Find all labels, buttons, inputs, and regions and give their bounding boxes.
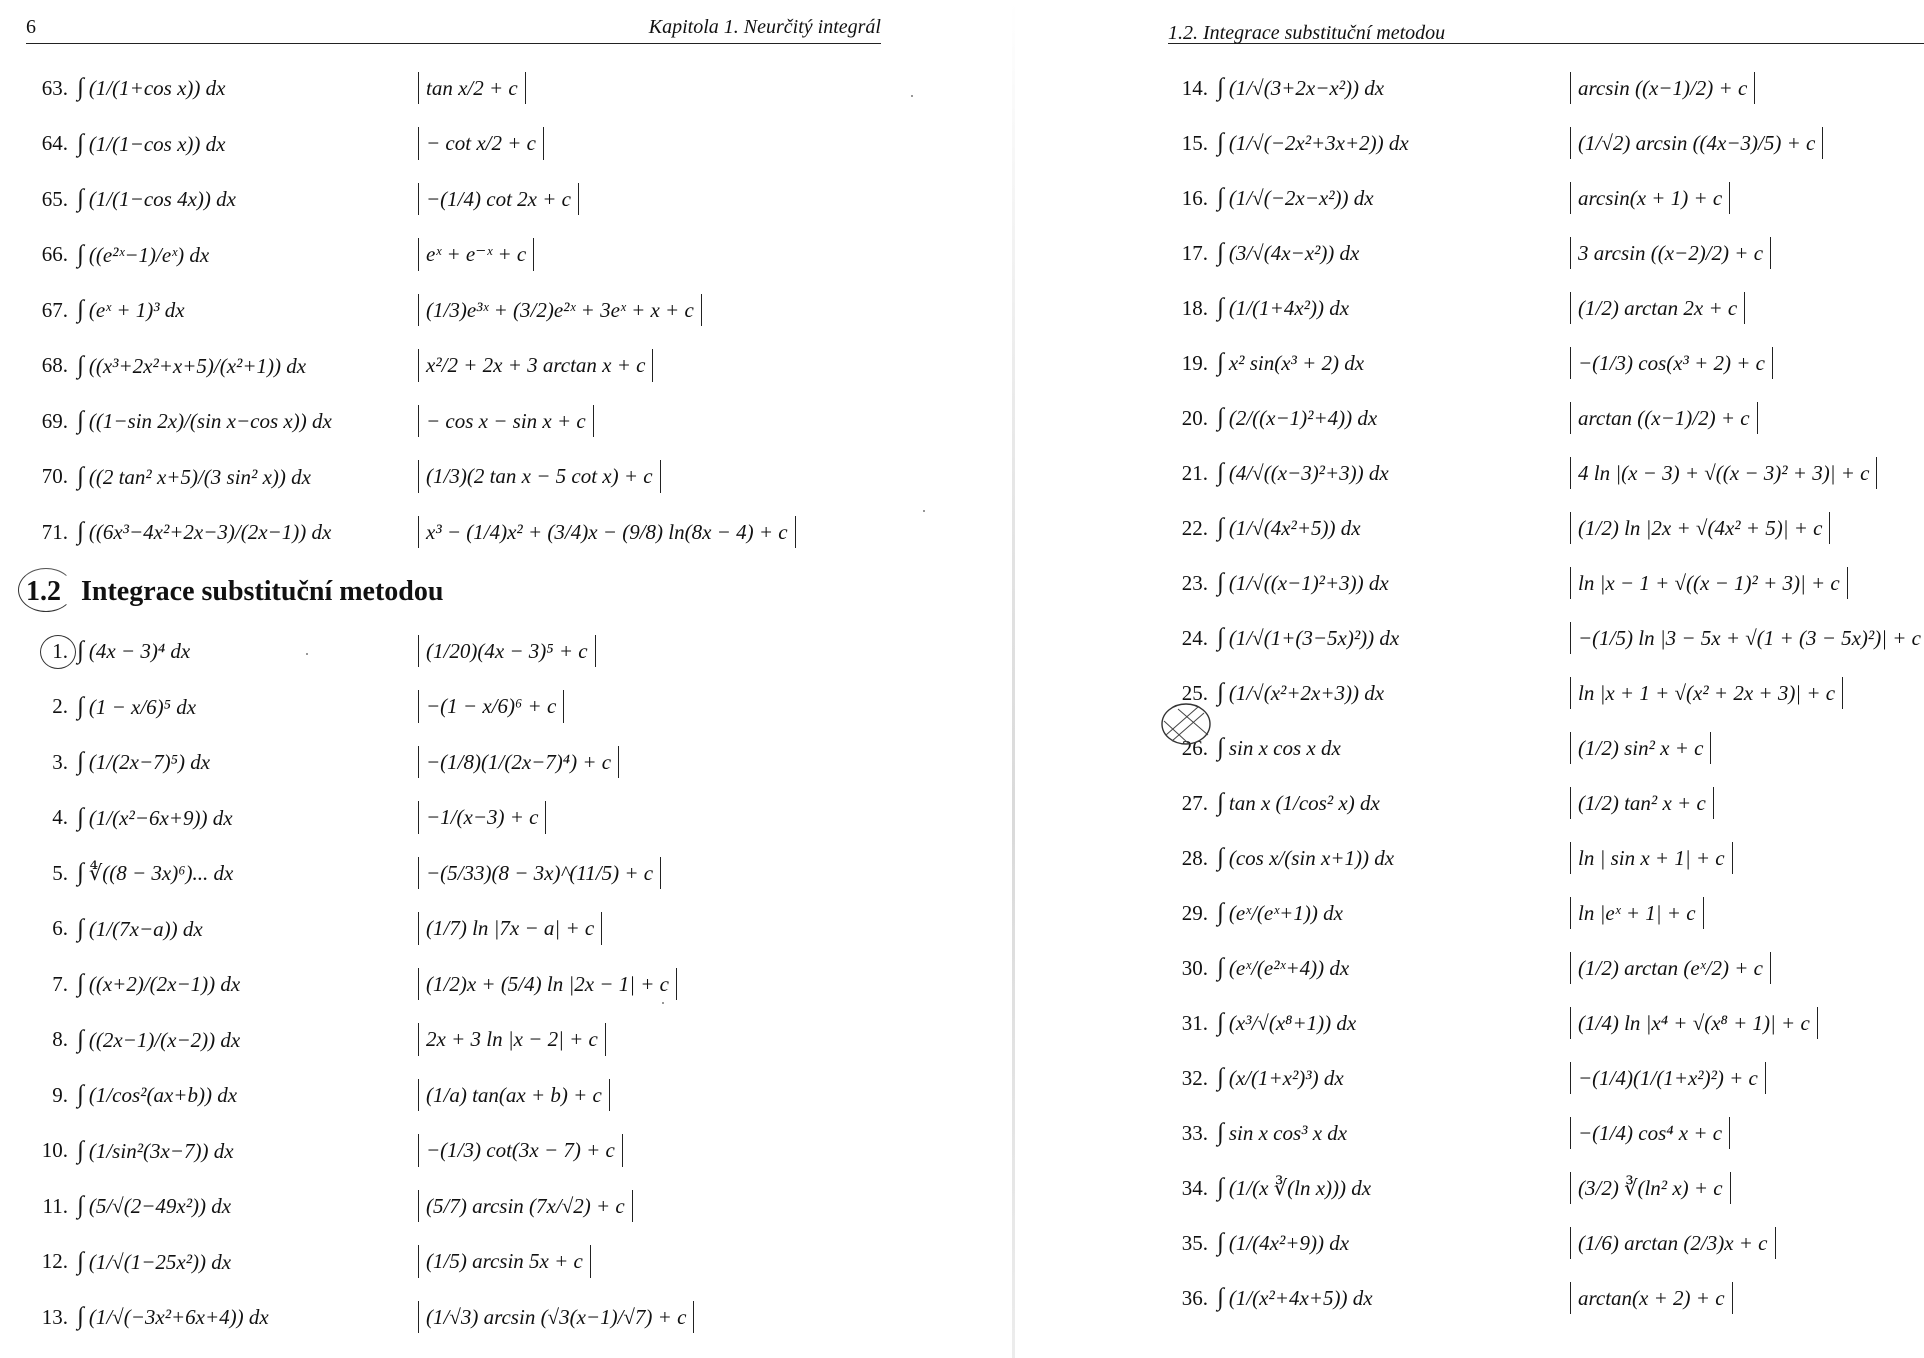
- integral-sign: ∫: [1217, 899, 1224, 926]
- exercise-number: 9.: [52, 1082, 68, 1107]
- exercise-number: 17.: [1181, 240, 1208, 265]
- integrand: (1/√(−3x²+6x+4)) dx: [88, 1305, 269, 1329]
- exercise-number: 70.: [41, 464, 68, 488]
- integrand: ((e²ˣ−1)/eˣ) dx: [88, 242, 210, 267]
- integrand: ((x+2)/(2x−1)) dx: [88, 972, 241, 996]
- exercise-integral: [1217, 569, 1389, 597]
- exercise-row: [36, 175, 796, 223]
- exercise-integral: [77, 1137, 234, 1165]
- exercise-row: [36, 1071, 796, 1119]
- exercise-number: 33.: [1181, 1120, 1208, 1145]
- integrand: (1/(1−cos x)) dx: [88, 131, 226, 156]
- integrand: (x/(1+x²)³) dx: [1228, 1066, 1344, 1090]
- integral-sign: ∫: [77, 351, 84, 379]
- integral-sign: ∫: [1217, 734, 1224, 761]
- integrand: (1/√(3+2x−x²)) dx: [1228, 76, 1385, 100]
- exercise-number: 23.: [1181, 570, 1208, 595]
- integrand: (1/(2x−7)⁵) dx: [88, 750, 211, 774]
- exercise-row: [36, 1127, 796, 1175]
- exercise-row: [1178, 559, 1924, 607]
- integrand: (1/(1+cos x)) dx: [88, 76, 226, 100]
- integrand: (1/(x²+4x+5)) dx: [1228, 1286, 1373, 1310]
- exercise-integral: [77, 915, 203, 943]
- integral-sign: ∫: [77, 1081, 84, 1108]
- exercise-integral: [77, 241, 209, 269]
- exercise-row: [36, 231, 796, 279]
- exercise-integral: [77, 1026, 240, 1054]
- exercise-number: 5.: [52, 860, 68, 885]
- integral-sign: ∫: [1217, 624, 1224, 651]
- exercise-answer: −(1/4)(1/(1+x²)²) + c: [1570, 1062, 1766, 1094]
- integral-sign: ∫: [1217, 569, 1224, 596]
- exercise-integral: [77, 1192, 231, 1220]
- exercise-integral: [1217, 1229, 1349, 1257]
- exercise-integral: [1217, 294, 1349, 322]
- integral-sign: ∫: [77, 748, 84, 775]
- integrand: (eˣ/(e²ˣ+4)) dx: [1228, 956, 1350, 980]
- integrand: (x³/√(x⁸+1)) dx: [1228, 1011, 1357, 1035]
- exercise-integral: [1217, 734, 1341, 762]
- exercise-integral: [77, 463, 311, 491]
- exercise-answer: (1/2)x + (5/4) ln |2x − 1| + c: [418, 968, 677, 1000]
- paper-speck: [911, 95, 913, 97]
- exercise-row: [36, 120, 796, 168]
- integrand: (1/√(1+(3−5x)²)) dx: [1228, 626, 1400, 650]
- exercise-number: 68.: [41, 353, 68, 377]
- exercise-answer: (1/2) tan² x + c: [1570, 787, 1714, 819]
- right-page: [1018, 0, 1924, 1358]
- exercise-row: [36, 1182, 796, 1230]
- exercise-answer: (5/7) arcsin (7x/√2) + c: [418, 1190, 633, 1222]
- exercise-integral: [1217, 789, 1380, 817]
- integrand: (cos x/(sin x+1)) dx: [1228, 846, 1395, 870]
- exercise-answer: (1/4) ln |x⁴ + √(x⁸ + 1)| + c: [1570, 1007, 1818, 1039]
- exercise-integral: [1217, 1119, 1347, 1147]
- exercise-row: [1178, 944, 1924, 992]
- integrand: (1/√(4x²+5)) dx: [1228, 516, 1361, 540]
- exercise-integral: [1217, 129, 1409, 157]
- exercise-answer: 4 ln |(x − 3) + √((x − 3)² + 3)| + c: [1570, 457, 1877, 489]
- integral-sign: ∫: [1217, 294, 1224, 321]
- exercise-row: [1178, 1054, 1924, 1102]
- exercise-row: [36, 1293, 796, 1341]
- exercise-integral: [1217, 74, 1384, 102]
- exercise-integral: [1217, 1174, 1371, 1202]
- integral-sign: ∫: [1217, 1174, 1224, 1201]
- exercise-number: 67.: [41, 297, 68, 322]
- exercise-answer: (1/√2) arcsin ((4x−3)/5) + c: [1570, 127, 1823, 159]
- exercise-answer: −(1/4) cos⁴ x + c: [1570, 1117, 1730, 1149]
- exercise-answer: − cos x − sin x + c: [418, 405, 594, 437]
- integrand: (1/√(−2x−x²)) dx: [1228, 186, 1374, 210]
- integral-sign: ∫: [77, 185, 84, 212]
- integral-sign: ∫: [1217, 1119, 1224, 1146]
- paper-speck: [662, 1002, 664, 1004]
- integrand: sin x cos x dx: [1228, 736, 1341, 760]
- exercise-number: 6.: [52, 916, 68, 940]
- exercise-answer: 2x + 3 ln |x − 2| + c: [418, 1023, 606, 1055]
- exercise-number: 2.: [52, 694, 68, 718]
- integrand: (1/(1+4x²)) dx: [1228, 296, 1350, 320]
- exercise-integral: [77, 74, 225, 102]
- integrand: (3/√(4x−x²)) dx: [1228, 241, 1360, 265]
- exercise-row: [36, 849, 796, 897]
- exercise-integral: [1217, 844, 1394, 872]
- exercise-answer: (1/20)(4x − 3)⁵ + c: [418, 635, 596, 667]
- exercise-row: [1178, 1274, 1924, 1322]
- exercise-number: 66.: [41, 242, 68, 266]
- exercise-integral: [1217, 899, 1343, 927]
- exercise-integral: [1217, 1284, 1373, 1312]
- integrand: (1/√(−2x²+3x+2)) dx: [1228, 131, 1409, 155]
- exercise-row: [1178, 779, 1924, 827]
- exercise-answer: tan x/2 + c: [418, 72, 526, 104]
- section-title: Integrace substituční metodou: [81, 576, 444, 607]
- exercise-number: 34.: [1181, 1175, 1208, 1200]
- exercise-row: [1178, 834, 1924, 882]
- exercise-integral: [77, 637, 190, 665]
- exercise-integral: [1217, 624, 1399, 652]
- exercise-row: [1178, 339, 1924, 387]
- integral-sign: ∫: [77, 240, 84, 268]
- integral-sign: ∫: [1217, 1229, 1224, 1256]
- exercise-row: [36, 960, 796, 1008]
- integrand: (1/cos²(ax+b)) dx: [88, 1083, 238, 1107]
- exercise-answer: 3 arcsin ((x−2)/2) + c: [1570, 237, 1771, 269]
- pencil-scribble-mark: [1158, 699, 1214, 749]
- integral-sign: ∫: [77, 296, 84, 323]
- integral-sign: ∫: [77, 1247, 84, 1275]
- integral-sign: ∫: [77, 637, 84, 664]
- exercise-number: 4.: [52, 805, 68, 829]
- integrand: (2/((x−1)²+4)) dx: [1228, 406, 1378, 430]
- exercise-number: 7.: [52, 971, 68, 996]
- exercise-answer: −(1 − x/6)⁶ + c: [418, 690, 564, 722]
- exercise-row: [36, 1238, 796, 1286]
- integrand: (4/√((x−3)²+3)) dx: [1228, 461, 1389, 485]
- exercise-row: [1178, 504, 1924, 552]
- integral-sign: ∫: [77, 129, 84, 157]
- exercise-number: 63.: [41, 75, 68, 100]
- exercise-number: 1.: [52, 638, 68, 663]
- integrand: (4x − 3)⁴ dx: [88, 639, 191, 663]
- exercise-answer: (1/a) tan(ax + b) + c: [418, 1079, 610, 1111]
- integrand: (1/(4x²+9)) dx: [1228, 1231, 1350, 1255]
- exercise-number: 24.: [1181, 625, 1208, 650]
- integral-sign: ∫: [77, 518, 84, 545]
- exercise-integral: [77, 518, 331, 546]
- integral-sign: ∫: [1217, 184, 1224, 211]
- exercise-row: [1178, 64, 1924, 112]
- integrand: (1/sin²(3x−7)) dx: [88, 1138, 234, 1163]
- exercise-row: [36, 738, 796, 786]
- exercise-row: [1178, 724, 1924, 772]
- exercise-answer: (1/√3) arcsin (√3(x−1)/√7) + c: [418, 1301, 694, 1333]
- exercise-answer: arctan ((x−1)/2) + c: [1570, 402, 1758, 434]
- exercise-number: 21.: [1181, 460, 1208, 485]
- exercise-integral: [1217, 459, 1389, 487]
- exercise-number: 36.: [1181, 1285, 1208, 1310]
- exercise-row: [1178, 1109, 1924, 1157]
- exercise-answer: (3/2) ∛(ln² x) + c: [1570, 1172, 1731, 1204]
- exercise-answer: (1/2) arctan (eˣ/2) + c: [1570, 952, 1771, 984]
- exercise-number: 69.: [41, 408, 68, 433]
- integral-sign: ∫: [1217, 844, 1224, 871]
- integral-sign: ∫: [77, 803, 84, 831]
- integral-sign: ∫: [77, 859, 84, 886]
- exercise-integral: [1217, 1009, 1356, 1037]
- exercise-answer: x³ − (1/4)x² + (3/4)x − (9/8) ln(8x − 4) + c: [418, 516, 796, 548]
- exercise-row: [36, 794, 796, 842]
- integrand: ((6x³−4x²+2x−3)/(2x−1)) dx: [88, 520, 332, 544]
- exercise-answer: ln |x + 1 + √(x² + 2x + 3)| + c: [1570, 677, 1843, 709]
- integral-sign: ∫: [1217, 74, 1224, 101]
- exercise-number: 20.: [1181, 405, 1208, 430]
- integrand: ∜((8 − 3x)⁶)... dx: [88, 861, 234, 885]
- exercise-answer: ln |eˣ + 1| + c: [1570, 897, 1704, 929]
- exercise-row: [1178, 394, 1924, 442]
- integrand: (eˣ + 1)³ dx: [88, 298, 185, 322]
- exercise-number: 14.: [1181, 75, 1208, 100]
- integrand: (eˣ/(eˣ+1)) dx: [1228, 901, 1343, 925]
- exercise-answer: ln |x − 1 + √((x − 1)² + 3)| + c: [1570, 567, 1848, 599]
- exercise-number: 32.: [1181, 1065, 1208, 1090]
- exercise-number: 28.: [1181, 845, 1208, 870]
- integrand: (1/(x ∛(ln x))) dx: [1228, 1176, 1372, 1200]
- integrand: (1/√(x²+2x+3)) dx: [1228, 681, 1385, 705]
- exercise-row: [1178, 614, 1924, 662]
- exercise-row: [1178, 669, 1924, 717]
- exercise-row: [36, 64, 796, 112]
- exercise-number: 8.: [52, 1027, 68, 1051]
- integrand: (1/√((x−1)²+3)) dx: [1228, 571, 1389, 595]
- exercise-number: 30.: [1181, 955, 1208, 980]
- exercise-answer: −(1/8)(1/(2x−7)⁴) + c: [418, 746, 619, 778]
- exercise-answer: −(1/4) cot 2x + c: [418, 183, 579, 215]
- left-page-header: [26, 14, 881, 44]
- exercise-answer: − cot x/2 + c: [418, 127, 544, 159]
- exercise-number: 29.: [1181, 900, 1208, 925]
- exercise-row: [36, 683, 796, 731]
- integrand: (1/(x²−6x+9)) dx: [88, 805, 233, 830]
- exercise-answer: (1/2) ln |2x + √(4x² + 5)| + c: [1570, 512, 1830, 544]
- integral-sign: ∫: [1217, 514, 1224, 541]
- exercise-integral: [77, 130, 225, 158]
- integral-sign: ∫: [1217, 404, 1224, 431]
- exercise-answer: (1/2) arctan 2x + c: [1570, 292, 1745, 324]
- exercise-answer: −(5/33)(8 − 3x)^(11/5) + c: [418, 857, 661, 889]
- exercise-integral: [1217, 349, 1364, 377]
- exercise-number: 31.: [1181, 1010, 1208, 1035]
- exercise-answer: ln | sin x + 1| + c: [1570, 842, 1733, 874]
- integral-sign: ∫: [1217, 1009, 1224, 1036]
- integral-sign: ∫: [1217, 349, 1224, 376]
- exercise-integral: [77, 185, 236, 213]
- integral-sign: ∫: [77, 1303, 84, 1330]
- exercise-row: [1178, 174, 1924, 222]
- integrand: ((2 tan² x+5)/(3 sin² x)) dx: [88, 464, 311, 489]
- exercise-number: 15.: [1181, 130, 1208, 155]
- integrand: (5/√(2−49x²)) dx: [88, 1194, 232, 1218]
- exercise-number: 22.: [1181, 515, 1208, 540]
- exercise-integral: [77, 970, 240, 998]
- exercise-number: 13.: [41, 1304, 68, 1329]
- exercise-integral: [1217, 679, 1384, 707]
- exercise-integral: [1217, 184, 1374, 212]
- exercise-row: [36, 286, 796, 334]
- integrand: ((x³+2x²+x+5)/(x²+1)) dx: [88, 353, 307, 378]
- integral-sign: ∫: [77, 970, 84, 997]
- exercise-row: [1178, 999, 1924, 1047]
- exercise-number: 35.: [1181, 1230, 1208, 1255]
- exercise-integral: [77, 1081, 237, 1109]
- exercise-integral: [1217, 404, 1377, 432]
- integrand: sin x cos³ x dx: [1228, 1121, 1348, 1145]
- exercise-answer: (1/5) arcsin 5x + c: [418, 1245, 591, 1277]
- exercise-row: [36, 453, 796, 501]
- exercise-integral: [77, 859, 233, 887]
- exercise-row: [1178, 284, 1924, 332]
- exercise-answer: arcsin ((x−1)/2) + c: [1570, 72, 1755, 104]
- integrand: ((1−sin 2x)/(sin x−cos x)) dx: [88, 409, 332, 433]
- exercise-number: 10.: [41, 1138, 68, 1162]
- exercise-answer: arcsin(x + 1) + c: [1570, 182, 1730, 214]
- integral-sign: ∫: [1217, 789, 1224, 816]
- exercise-integral: [77, 407, 332, 435]
- integral-sign: ∫: [77, 692, 84, 720]
- book-gutter: [1012, 0, 1015, 1358]
- exercise-integral: [77, 1248, 231, 1276]
- exercise-row: [1178, 229, 1924, 277]
- exercise-answer: (1/6) arctan (2/3)x + c: [1570, 1227, 1776, 1259]
- section-number: 1.2: [26, 576, 61, 607]
- integral-sign: ∫: [1217, 679, 1224, 706]
- exercise-number: 71.: [41, 519, 68, 544]
- exercise-integral: [1217, 954, 1349, 982]
- section-heading: [26, 576, 443, 608]
- exercise-answer: (1/2) sin² x + c: [1570, 732, 1711, 764]
- exercise-row: [1178, 1164, 1924, 1212]
- integral-sign: ∫: [1217, 129, 1224, 156]
- exercise-integral: [1217, 239, 1359, 267]
- integral-sign: ∫: [77, 462, 84, 490]
- exercise-answer: x²/2 + 2x + 3 arctan x + c: [418, 349, 653, 381]
- integrand: tan x (1/cos² x) dx: [1228, 791, 1380, 815]
- exercise-row: [1178, 1219, 1924, 1267]
- exercise-row: [36, 342, 796, 390]
- right-page-header: [1168, 14, 1924, 44]
- exercise-number: 16.: [1181, 185, 1208, 210]
- integrand: ((2x−1)/(x−2)) dx: [88, 1027, 241, 1052]
- exercise-integral: [1217, 1064, 1344, 1092]
- exercise-row: [36, 905, 796, 953]
- exercise-number: 25.: [1181, 680, 1208, 705]
- integral-sign: ∫: [1217, 954, 1224, 981]
- exercise-number: 19.: [1181, 350, 1208, 375]
- integral-sign: ∫: [77, 1025, 84, 1053]
- running-title: 1.2. Integrace substituční metodou: [1168, 22, 1446, 44]
- exercise-integral: [77, 693, 196, 721]
- exercise-number: 18.: [1181, 295, 1208, 320]
- exercise-number: 11.: [42, 1193, 68, 1218]
- exercise-answer: arctan(x + 2) + c: [1570, 1282, 1733, 1314]
- integral-sign: ∫: [77, 1192, 84, 1219]
- integrand: (1/(1−cos 4x)) dx: [88, 187, 236, 211]
- integrand: (1/(7x−a)) dx: [88, 916, 203, 941]
- exercise-answer: −(1/5) ln |3 − 5x + √(1 + (3 − 5x)²)| + c: [1570, 622, 1924, 654]
- integrand: (1/√(1−25x²)) dx: [88, 1249, 232, 1274]
- exercise-number: 3.: [52, 749, 68, 774]
- exercise-number: 64.: [41, 131, 68, 155]
- exercise-row: [1178, 119, 1924, 167]
- exercise-number: 26.: [1181, 735, 1208, 760]
- exercise-row: [36, 508, 796, 556]
- integrand: (1 − x/6)⁵ dx: [88, 694, 197, 719]
- exercise-integral: [1217, 514, 1361, 542]
- exercise-answer: (1/3)e³ˣ + (3/2)e²ˣ + 3eˣ + x + c: [418, 294, 702, 326]
- exercise-row: [1178, 889, 1924, 937]
- exercise-number: 27.: [1181, 790, 1208, 815]
- integral-sign: ∫: [77, 74, 84, 101]
- exercise-row: [36, 1016, 796, 1064]
- exercise-answer: (1/3)(2 tan x − 5 cot x) + c: [418, 460, 661, 492]
- exercise-integral: [77, 296, 185, 324]
- exercise-answer: eˣ + e⁻ˣ + c: [418, 238, 534, 270]
- exercise-number: 65.: [41, 186, 68, 211]
- exercise-number: 12.: [41, 1249, 68, 1273]
- integral-sign: ∫: [77, 1136, 84, 1164]
- exercise-answer: −1/(x−3) + c: [418, 801, 546, 833]
- integral-sign: ∫: [77, 914, 84, 942]
- integral-sign: ∫: [1217, 1284, 1224, 1311]
- integrand: x² sin(x³ + 2) dx: [1228, 351, 1365, 375]
- exercise-row: [36, 627, 796, 675]
- exercise-answer: −(1/3) cot(3x − 7) + c: [418, 1134, 623, 1166]
- exercise-row: [1178, 449, 1924, 497]
- exercise-integral: [77, 352, 306, 380]
- exercise-answer: −(1/3) cos(x³ + 2) + c: [1570, 347, 1773, 379]
- integral-sign: ∫: [77, 407, 84, 434]
- exercise-integral: [77, 804, 233, 832]
- exercise-answer: (1/7) ln |7x − a| + c: [418, 912, 602, 944]
- paper-speck: [923, 510, 925, 512]
- pencil-circle-mark: [18, 568, 74, 612]
- paper-speck: [306, 653, 308, 655]
- integral-sign: ∫: [1217, 239, 1224, 266]
- integral-sign: ∫: [1217, 459, 1224, 486]
- exercise-integral: [77, 1303, 269, 1331]
- exercise-row: [36, 397, 796, 445]
- running-title: Kapitola 1. Neurčitý integrál: [648, 16, 881, 38]
- exercise-integral: [77, 748, 210, 776]
- page-number: 6: [26, 16, 36, 38]
- integral-sign: ∫: [1217, 1064, 1224, 1091]
